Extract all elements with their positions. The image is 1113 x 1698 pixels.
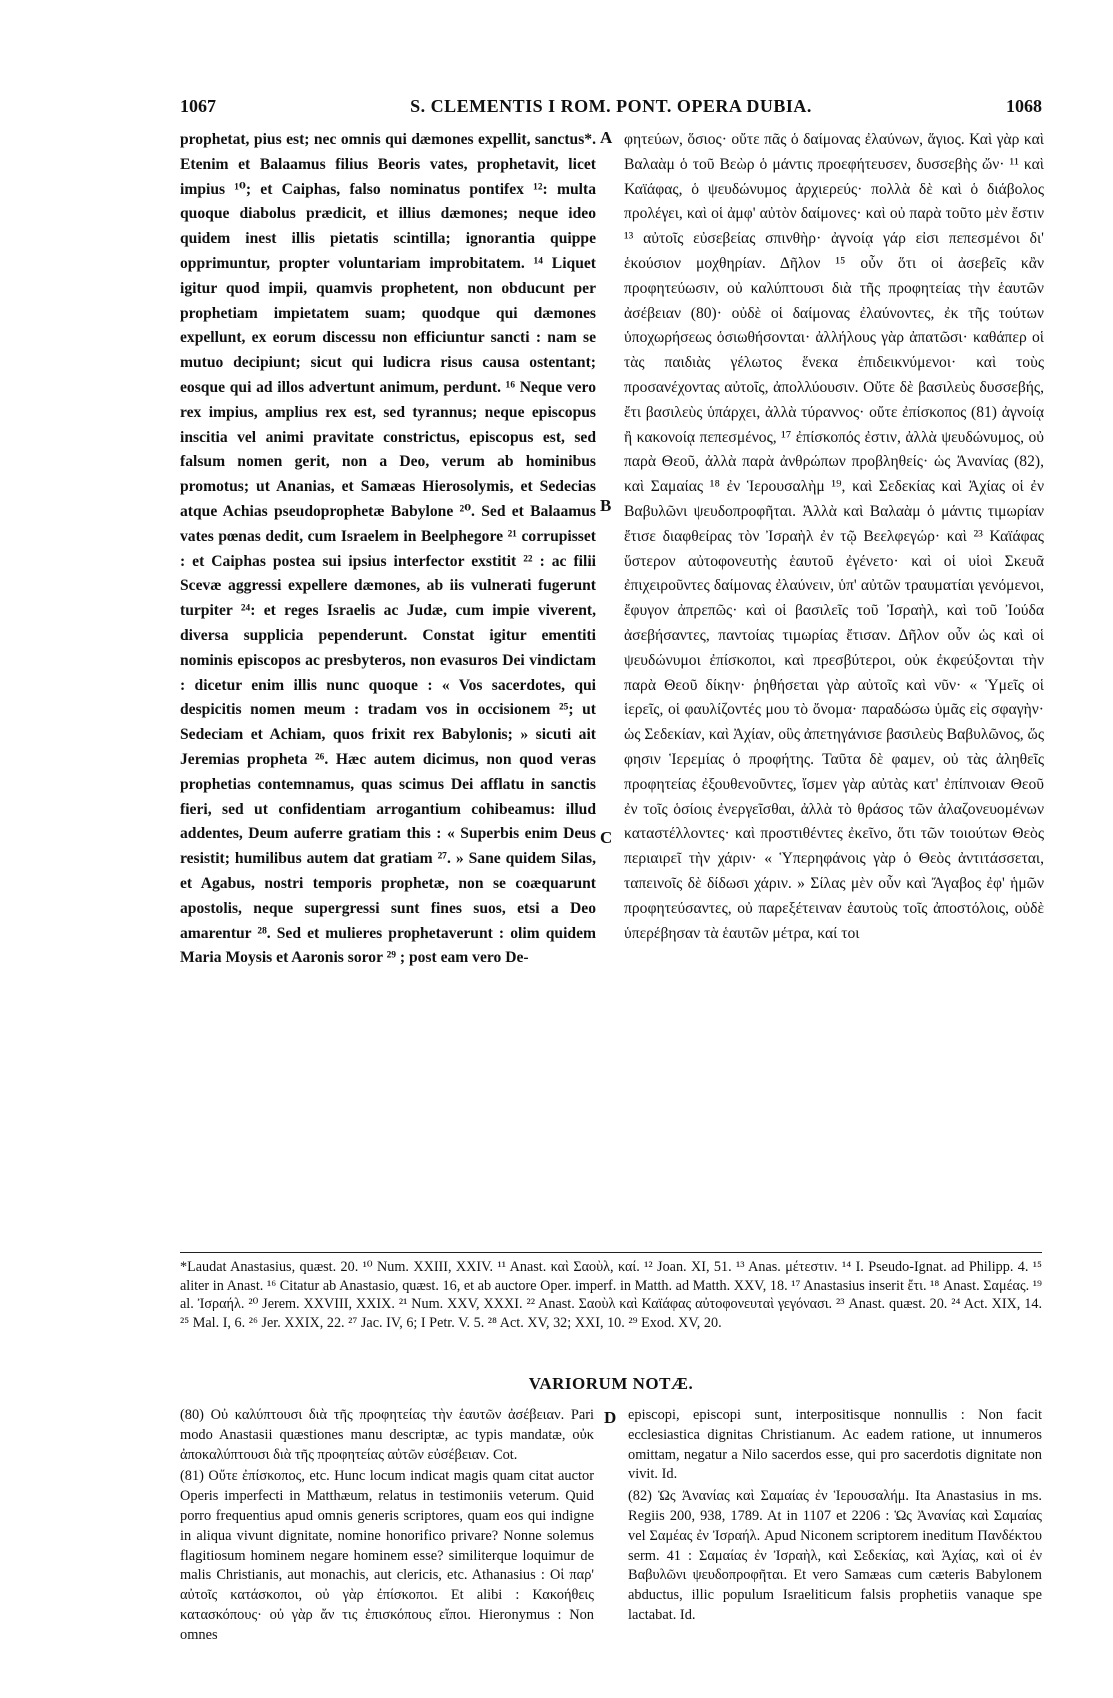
note-82: (82) Ὡς Ἀνανίας καὶ Σαμαίας ἐν Ἱερουσαλήμ. Ita Anastasius in ms. Regiis 200, 938, 1789. At in 1107 et 2206 : Ὡς Ἀνανίας καὶ Σαμαίας vel Σαμέας ἐν Ἰσραήλ. Apud Niconem scriptorem ineditum Πανδέκτου serm. 41 : Σαμαίας ἐν Ἰσραὴλ, καὶ Σεδεκίας, καὶ Ἀχίας, καὶ οἱ ἐν Βαβυλῶνι ψευδοπροφῆται. Et vero Samæas cum cæteris Babylonem abductus, illic populum Israeliticum falsis prophetiis vanaque spe lactabat. Id. [628, 1488, 1042, 1623]
note-81: (81) Οὔτε ἐπίσκοπος, etc. Hunc locum indicat magis quam citat auctor Operis imperfecti in Matthæum, relatus in testimoniis veterum. Quid porro frequentius apud omnis generis scriptores, quam eos qui indigne in aliqua vivunt dignitate, nomine honorifico privare? Nonne solemus flagitiosum hominem negare hominem esse? similiterque loquimur de malis Christianis, aut monachis, aut clericis, etc. Athanasius : Οἱ παρ' αὐτοῖς κατάσκοποι, οὐ γὰρ ἐπίσκοποι. Et alibi : Κακοήθεις κατασκόπους· οὐ γὰρ ἄν τις ἐπισκόπους εἴποι. Hieronymus : Non omnes [180, 1468, 594, 1643]
section-marker-a: A [600, 128, 613, 147]
footnotes: *Laudat Anastasius, quæst. 20. ¹⁰ Num. XXIII, XXIV. ¹¹ Anast. καὶ Σαοὺλ, καί. ¹² Joan. XI, 51. ¹³ Anas. μέτεστιν. ¹⁴ I. Pseudo-Ignat. ad Philipp. 4. ¹⁵ aliter in Anast. ¹⁶ Citatur ab Anastasio, quæst. 16, et ab auctore Oper. imperf. in Matth. ad Matth. XXV, 18. ¹⁷ Anastasius inserit ἔτι. ¹⁸ Anast. Σαμέας. ¹⁹ al. Ἰσραήλ. ²⁰ Jerem. XXVIII, XXIX. ²¹ Num. XXV, XXXI. ²² Anast. Σαοὺλ καὶ Καϊάφας αὐτοφονευταὶ γεγόνασι. ²³ Anast. quæst. 20. ²⁴ Act. XIX, 14. ²⁵ Mal. I, 6. ²⁶ Jer. XXIX, 22. ²⁷ Jac. IV, 6; I Petr. V. 5. ²⁸ Act. XV, 32; XXI, 10. ²⁹ Exod. XV, 20. [180, 1259, 1042, 1331]
section-marker-d: D [604, 1408, 617, 1427]
note-81-continued: episcopi, episcopi sunt, interpositisque nonnullis : Non facit ecclesiasticа dignitas Christianum. Ac eadem ratione, ut innumeros omittam, negatur a Nilo sacerdos esse, qui pro sacerdotis dignitate non vivit. Id. [628, 1407, 1042, 1483]
notes-left-column [180, 1406, 594, 1646]
running-header [180, 96, 1042, 122]
running-title: S. CLEMENTIS I ROM. PONT. OPERA DUBIA. [410, 96, 812, 116]
note-80: (80) Οὐ καλύπτουσι διὰ τῆς προφητείας τὴν ἑαυτῶν ἀσέβειαν. Pari modo Anastasii quæstiones manu descriptæ, ac typis mandatæ, οὐκ ἀποκαλύπτουσι διὰ τῆς προφητείας αὐτῶν εὐσέβειαν. Cot. [180, 1407, 594, 1463]
notes-right-column [628, 1406, 1042, 1626]
greek-column: φητεύων, ὅσιος· οὔτε πᾶς ὁ δαίμονας ἐλαύνων, ἅγιος. Καὶ γὰρ καὶ Βαλαὰμ ὁ τοῦ Βεὼρ ὁ μάντις προεφήτευσεν, δυσσεβὴς ὤν· ¹¹ καὶ Καϊάφας, ὁ ψευδώνυμος ἀρχιερεύς· πολλὰ δὲ καὶ ὁ διάβολος προλέγει, καὶ οἱ ἀμφ' αὐτὸν δαίμονες· καὶ οὐ παρὰ τοῦτο μὲν ἔστιν ¹³ αὐτοῖς εὐσεβείας σπινθὴρ· ἀγνοίᾳ γάρ εἰσι πεπεσμένοι δι' ἑκούσιον μοχθηρίαν. Δῆλον ¹⁵ οὖν ὅτι οἱ ἀσεβεῖς κἂν προφητεύωσιν, οὐ καλύπτουσι διὰ τῆς προφητείας τὴν ἑαυτῶν ἀσέβειαν (80)· οὐδὲ οἱ δαίμονας ἐλαύνοντες, ἐκ τῆς τούτων ὑποχωρήσεως ὁσιωθήσονται· ἀλλήλους γὰρ ἀπατῶσι· καθάπερ οἱ τὰς παιδιὰς γέλωτος ἕνεκα ἐπιδεικνύμενοι· καὶ τοὺς προσανέχοντας αὐτοῖς, ἀπολλύουσιν. Οὔτε δὲ βασιλεὺς δυσσεβής, ἔτι βασιλεὺς ὑπάρχει, ἀλλὰ τύραννος· οὔτε ἐπίσκοπος (81) ἀγνοίᾳ ἢ κακονοίᾳ πεπεσμένος, ¹⁷ ἐπίσκοπός ἐστιν, ἀλλὰ ψευδώνυμος, οὐ παρὰ Θεοῦ, ἀλλὰ παρὰ ἀνθρώπων προβληθείς· ὡς Ἀνανίας (82), καὶ Σαμαίας ¹⁸ ἐν Ἱερουσαλὴμ ¹⁹, καὶ Σεδεκίας καὶ Ἀχίας οἱ ἐν Βαβυλῶνι ψευδοπροφῆται. Ἀλλὰ καὶ Βαλαὰμ ὁ μάντις τιμωρίαν ἔτισε διαφθείρας τὸν Ἰσραὴλ ἐν τῷ Βεελφεγώρ· καὶ ²³ Καϊάφας ὕστερον αὐτοφονευτὴς ἑαυτοῦ ἐγένετο· καὶ οἱ υἱοὶ Σκευᾶ ἐπιχειροῦντες δαίμονας ἐλαύνειν, ὑπ' αὐτῶν τραυματίαι γενόμενοι, ἔφυγον ἀπρεπῶς· καὶ οἱ βασιλεῖς τοῦ Ἰσραὴλ, καὶ τοῦ Ἰούδα ἀσεβήσαντες, παντοίας τιμωρίας ἔτισαν. Δῆλον οὖν ὡς καὶ οἱ ψευδώνυμοι ἐπίσκοποι, καὶ πρεσβύτεροι, οὐκ ἐκφεύξονται τὴν παρὰ Θεοῦ δίκην· ῥηθήσεται γὰρ αὐτοῖς καὶ νῦν· « Ὑμεῖς οἱ ἱερεῖς, οἱ φαυλίζοντές μου τὸ ὄνομα· παραδώσω ὑμᾶς εἰς σφαγὴν· ὡς Σεδεκίαν, καὶ Ἀχίαν, οὓς ἀπετηγάνισε βασιλεὺς Βαβυλῶνος, ὥς φησιν Ἱερεμίας ὁ προφήτης. Ταῦτα δὲ φαμεν, οὐ τὰς ἀληθεῖς προφητείας ἐξουθενοῦντες, ἴσμεν γὰρ αὐτὰς κατ' ἐπίπνοιαν Θεοῦ ἐν τοῖς ὁσίοις ἐνεργεῖσθαι, ἀλλὰ τὸ θράσος τῶν ἀλαζονευομένων καταστέλλοντες· καὶ προστιθέντες ἐκεῖνο, ὅτι τῶν τοιούτων Θεὸς περιαιρεῖ τὴν χάριν· « Ὑπερηφάνοις γὰρ ὁ Θεὸς ἀντιτάσσεται, ταπεινοῖς δὲ δίδωσι χάριν. » Σίλας μὲν οὖν καὶ Ἄγαβος ἐφ' ἡμῶν προφητεύσαντες, οὐ παρεξέτειναν ἑαυτοὺς τοῖς ἀποστόλοις, οὐδὲ ὑπερέβησαν τὰ ἑαυτῶν μέτρα, καί τοι [624, 131, 1044, 942]
section-marker-b: B [600, 496, 612, 515]
notes-title: VARIORUM NOTÆ. [528, 1374, 694, 1393]
section-marker-c: C [600, 828, 613, 847]
latin-column: prophetat, pius est; nec omnis qui dæmones expellit, sanctus*. Etenim et Balaamus filius Beoris vates, prophetavit, licet impius ¹⁰; et Caiphas, falso nominatus pontifex ¹²: multa quoque diabolus prædicit, et illius dæmones; neque ideo quidem inest illis pietatis scintilla; ignorantia quippe opprimuntur, propter voluntariam improbitatem. ¹⁴ Liquet igitur quod impii, quamvis prophetent, non obducunt per prophetiam impietatem suam; quodque qui dæmones expellunt, ex eorum discessu non efficiuntur sancti : nam se mutuo decipiunt; sicut qui ludicra risus causa ostentant; eosque qui ad illos advertunt animum, perdunt. ¹⁶ Neque vero rex impius, amplius rex est, sed tyrannus; neque episcopus inscitia vel animi pravitate constrictus, episcopus est, sed falsum nomen gerit, non a Deo, verum ab hominibus promotus; ut Ananias, et Samæas Hierosolymis, et Sedecias atque Achias pseudoprophetæ Babylone ²⁰. Sed et Balaamus vates pœnas dedit, cum Israelem in Beelphegore ²¹ corrupisset : et Caiphas postea sui ipsius interfector exstitit ²² : ac filii Scevæ aggressi expellere dæmones, ab iis vulnerati fugerunt turpiter ²⁴: et reges Israelis ac Judæ, cum impie viverent, diversa supplicia pependerunt. Constat igitur ementiti nominis episcopos ac presbyteros, non evasuros Dei vindictam : dicetur enim illis nunc quoque : « Vos sacerdotes, qui despicitis nomen meum : tradam vos in occisionem ²⁵; ut Sedeciam et Achiam, quos frixit rex Babylonis; » sicuti ait Jeremias propheta ²⁶. Hæc autem dicimus, non quod veras prophetias contemnamus, quas scimus Dei afflatu in sanctis fieri, sed ut confidentiam arrogantium cohibeamus: illud addentes, Deum auferre gratiam this : « Superbis enim Deus resistit; humilibus autem dat gratiam ²⁷. » Sane quidem Silas, et Agabus, nostri temporis prophetæ, non se coæquarunt apostolis, neque supergressi sunt fines suos, etsi a Deo amarentur ²⁸. Sed et mulieres prophetaverunt : olim quidem Maria Moysis et Aaronis soror ²⁹ ; post eam vero De- [180, 131, 596, 967]
page-number-right: 1068 [1006, 96, 1042, 116]
footnote-divider [180, 1252, 1042, 1253]
page-number-left: 1067 [180, 96, 216, 116]
